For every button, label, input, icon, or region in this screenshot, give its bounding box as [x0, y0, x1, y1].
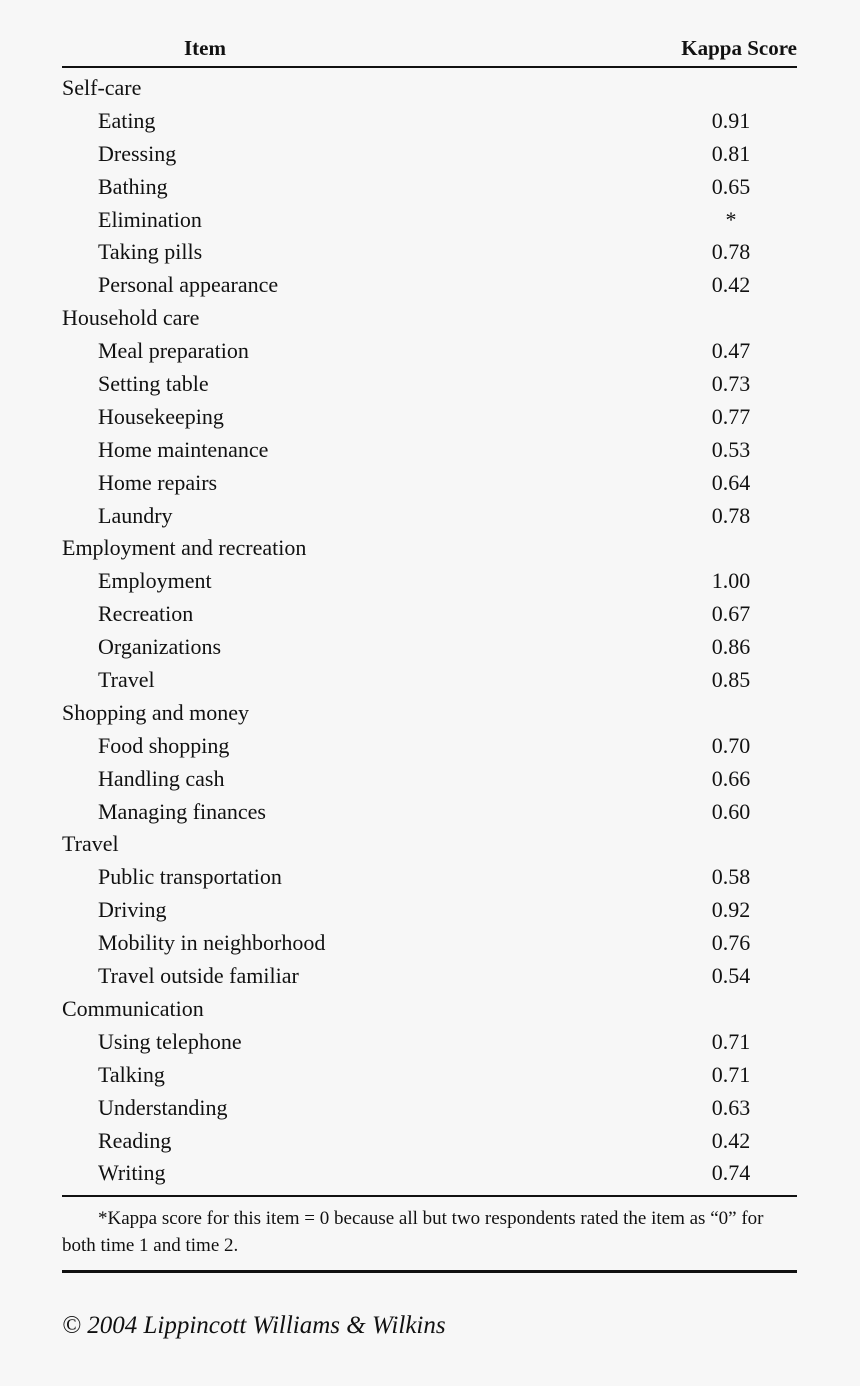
table-row: [62, 664, 797, 697]
table-row: [62, 236, 797, 269]
kappa-score: 0.73: [711, 371, 751, 397]
table-row: [62, 335, 797, 368]
item-label: Food shopping: [98, 732, 230, 758]
section-row: [62, 302, 797, 335]
section-title: Employment and recreation: [62, 535, 307, 561]
kappa-score: 0.42: [711, 272, 751, 298]
kappa-score: 1.00: [711, 568, 751, 594]
table-row: [62, 1092, 797, 1125]
item-label: Travel: [98, 667, 155, 693]
section-row: [62, 993, 797, 1026]
kappa-score: 0.78: [711, 239, 751, 265]
item-label: Reading: [98, 1127, 172, 1153]
table-row: [62, 138, 797, 171]
item-label: Personal appearance: [98, 272, 279, 298]
kappa-score: 0.71: [711, 1061, 751, 1087]
kappa-score: 0.77: [711, 403, 751, 429]
header-item: Item: [184, 36, 226, 60]
table-row: [62, 1125, 797, 1158]
header-kappa-score: Kappa Score: [681, 36, 797, 60]
kappa-score: 0.81: [711, 140, 751, 166]
table-row: [62, 467, 797, 500]
item-label: Talking: [98, 1061, 165, 1087]
section-title: Household care: [62, 305, 200, 331]
kappa-score: 0.92: [711, 897, 751, 923]
copyright-notice: © 2004 Lippincott Williams & Wilkins: [62, 1312, 446, 1339]
item-label: Writing: [98, 1160, 166, 1186]
table-row: [62, 598, 797, 631]
table-row: [62, 1026, 797, 1059]
kappa-score: 0.78: [711, 502, 751, 528]
table-row: [62, 171, 797, 204]
item-label: Laundry: [98, 502, 173, 528]
section-title: Shopping and money: [62, 699, 249, 725]
header-rule: [62, 66, 797, 68]
item-label: Home maintenance: [98, 436, 269, 462]
table-row: [62, 960, 797, 993]
table-row: [62, 434, 797, 467]
kappa-score: 0.67: [711, 601, 751, 627]
kappa-score: 0.47: [711, 338, 751, 364]
kappa-score: 0.74: [711, 1160, 751, 1186]
item-label: Home repairs: [98, 469, 218, 495]
section-row: [62, 532, 797, 565]
table-row: [62, 763, 797, 796]
item-label: Managing finances: [98, 798, 266, 824]
table-row: [62, 796, 797, 829]
item-label: Mobility in neighborhood: [98, 930, 326, 956]
table-row: [62, 105, 797, 138]
item-label: Bathing: [98, 173, 168, 199]
table-body: [62, 72, 797, 1190]
kappa-score: 0.70: [711, 732, 751, 758]
item-label: Setting table: [98, 371, 209, 397]
table-row: [62, 269, 797, 302]
kappa-score: 0.63: [711, 1094, 751, 1120]
kappa-score: 0.42: [711, 1127, 751, 1153]
table-row: [62, 730, 797, 763]
table-row: [62, 894, 797, 927]
item-label: Employment: [98, 568, 212, 594]
item-label: Public transportation: [98, 864, 282, 890]
item-label: Using telephone: [98, 1028, 242, 1054]
section-title: Communication: [62, 995, 204, 1021]
item-label: Driving: [98, 897, 167, 923]
kappa-score: 0.64: [711, 469, 751, 495]
footnote-rule: [62, 1270, 797, 1273]
item-label: Organizations: [98, 634, 222, 660]
section-title: Self-care: [62, 75, 142, 100]
kappa-score: 0.76: [711, 930, 751, 956]
kappa-score: 0.53: [711, 436, 751, 462]
table-row: [62, 631, 797, 664]
table-row: [62, 565, 797, 598]
section-title: Travel: [62, 831, 119, 857]
kappa-score: 0.54: [711, 963, 751, 989]
item-label: Dressing: [98, 140, 177, 166]
kappa-score: 0.65: [711, 173, 751, 199]
item-label: Meal preparation: [98, 338, 249, 364]
item-label: Eating: [98, 107, 156, 133]
kappa-score: 0.60: [711, 798, 751, 824]
table-row: [62, 500, 797, 533]
kappa-score: 0.86: [711, 634, 751, 660]
table-header: [62, 30, 797, 66]
kappa-score: 0.66: [711, 765, 751, 791]
item-label: Handling cash: [98, 765, 225, 791]
item-label: Recreation: [98, 601, 194, 627]
footnote-text: *Kappa score for this item = 0 because all but two respondents rated the item as “0” for both time 1 and time 2.: [62, 1208, 764, 1256]
section-row: [62, 828, 797, 861]
item-label: Travel outside familiar: [98, 963, 299, 989]
item-label: Taking pills: [98, 239, 203, 265]
section-row: [62, 697, 797, 730]
kappa-score: 0.71: [711, 1028, 751, 1054]
kappa-score: 0.91: [711, 107, 751, 133]
section-row: [62, 72, 797, 105]
table-row: [62, 927, 797, 960]
kappa-score: *: [725, 206, 737, 232]
table-row: [62, 204, 797, 237]
table-row: [62, 401, 797, 434]
kappa-score: 0.85: [711, 667, 751, 693]
item-label: Understanding: [98, 1094, 228, 1120]
item-label: Elimination: [98, 206, 202, 232]
table-row: [62, 861, 797, 894]
kappa-score: 0.58: [711, 864, 751, 890]
item-label: Housekeeping: [98, 403, 224, 429]
table-footnote: [62, 1205, 797, 1259]
table-row: [62, 368, 797, 401]
table-row: [62, 1157, 797, 1190]
table-row: [62, 1059, 797, 1092]
table-bottom-rule: [62, 1195, 797, 1197]
